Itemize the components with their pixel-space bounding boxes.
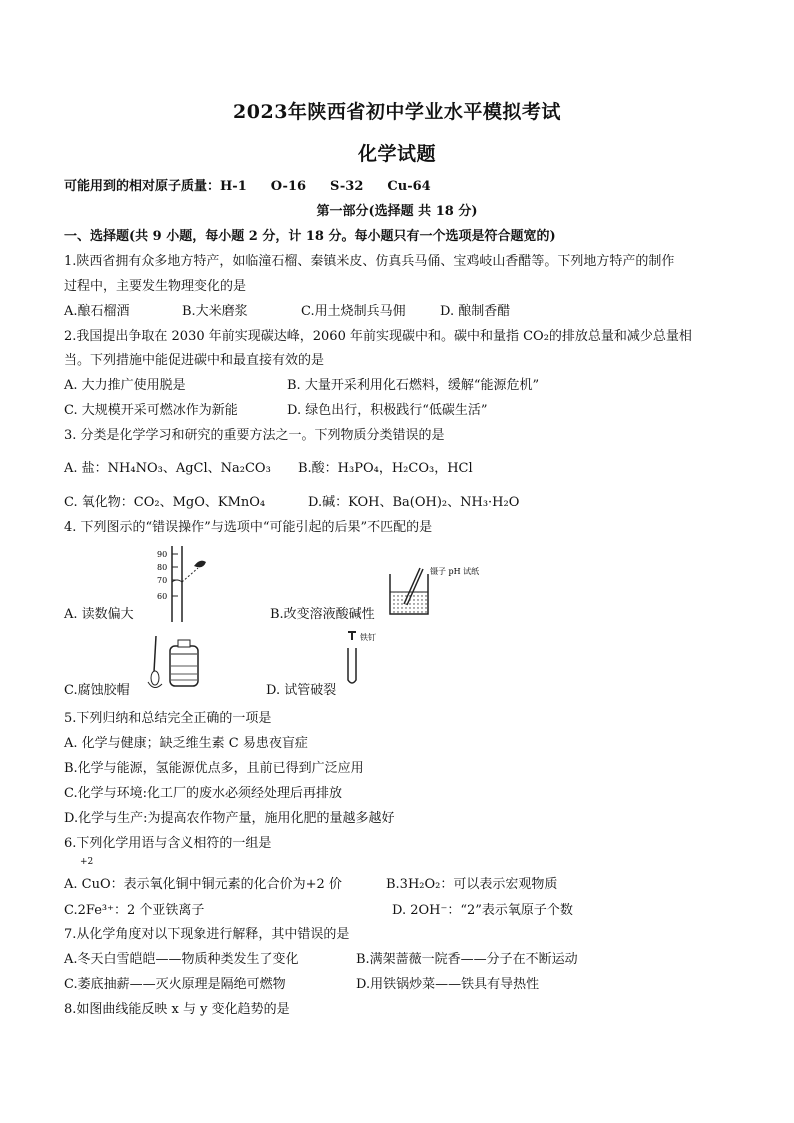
- section1-heading: 一、选择题(共 9 小题，每小题 2 分，计 18 分。每小题只有一个选项是符合题宽的): [64, 229, 556, 244]
- q2-option-c: C. 大规模开采可燃冰作为新能: [64, 403, 238, 418]
- cylinder-tick-90: 90: [157, 550, 168, 559]
- q1-stem-line1: 1.陕西省拥有众多地方特产，如临潼石榴、秦镇米皮、仿真兵马俑、宝鸡岐山香醋等。下列地方特产的制作: [64, 254, 675, 269]
- q6-option-c: C.2Fe³⁺：2 个亚铁离子: [64, 903, 205, 918]
- q4-option-a: A. 读数偏大: [64, 607, 134, 622]
- q3-option-a: A. 盐：NH₄NO₃、AgCl、Na₂CO₃: [64, 461, 271, 476]
- q2-stem-line2: 当。下列措施中能促进碳中和最直接有效的是: [64, 353, 325, 368]
- q1-option-b: B.大米磨浆: [182, 304, 248, 319]
- q4-option-d: D. 试管破裂: [266, 683, 337, 698]
- q6-superscript: +2: [80, 857, 94, 867]
- q7-option-d: D.用铁锅炒菜——铁具有导热性: [356, 977, 540, 992]
- atomic-mass-h: H-1: [220, 179, 247, 194]
- beaker-figure: [380, 562, 480, 622]
- q5-option-c: C.化学与环境:化工厂的废水必须经处理后再排放: [64, 786, 342, 801]
- q6-option-a: A. CuO：表示氧化铜中铜元素的化合价为+2 价: [64, 877, 342, 892]
- q6-stem: 6.下列化学用语与含义相符的一组是: [64, 836, 272, 851]
- part1-header: 第一部分(选择题 共 18 分): [316, 204, 478, 219]
- cylinder-figure: [140, 544, 230, 624]
- q1-option-a: A.酿石榴酒: [64, 304, 130, 319]
- q3-option-b: B.酸：H₃PO₄，H₂CO₃，HCl: [298, 461, 473, 476]
- atomic-mass-s: S-32: [330, 179, 364, 194]
- q6-option-b: B.3H₂O₂：可以表示宏观物质: [386, 877, 558, 892]
- q1-stem-line2: 过程中，主要发生物理变化的是: [64, 279, 247, 294]
- q7-option-a: A.冬天白雪皑皑——物质种类发生了变化: [64, 952, 299, 967]
- atomic-mass-cu: Cu-64: [387, 179, 431, 194]
- q5-option-a: A. 化学与健康；缺乏维生素 C 易患夜盲症: [64, 736, 308, 751]
- q7-option-b: B.满架蔷薇一院香——分子在不断运动: [356, 952, 578, 967]
- q3-option-d: D.碱：KOH、Ba(OH)₂、NH₃·H₂O: [308, 495, 520, 510]
- q5-option-d: D.化学与生产:为提高农作物产量，施用化肥的量越多越好: [64, 811, 395, 826]
- page-title: 2023年陕西省初中学业水平模拟考试: [233, 101, 561, 123]
- q3-option-c: C. 氧化物：CO₂、MgO、KMnO₄: [64, 495, 266, 510]
- page-subtitle: 化学试题: [357, 143, 436, 165]
- atomic-masses: [64, 175, 431, 194]
- q2-option-b: B. 大量开采利用化石燃料，缓解“能源危机”: [287, 378, 540, 393]
- q4-option-c: C.腐蚀胶帽: [64, 683, 130, 698]
- cylinder-tick-80: 80: [157, 563, 168, 572]
- testtube-figure: [340, 630, 380, 688]
- eye-icon: [194, 561, 206, 568]
- dropper-figure: [140, 634, 210, 694]
- q7-stem: 7.从化学角度对以下现象进行解释，其中错误的是: [64, 927, 350, 942]
- atomic-mass-o: O-16: [270, 179, 307, 194]
- q5-stem: 5.下列归纳和总结完全正确的一项是: [64, 711, 272, 726]
- q1-option-c: C.用土烧制兵马佣: [301, 304, 406, 319]
- beaker-label: 镊子 pH 试纸: [430, 567, 480, 576]
- q7-option-c: C.萎底抽薪——灭火原理是隔绝可燃物: [64, 977, 286, 992]
- q5-option-b: B.化学与能源，氢能源优点多，且前已得到广泛应用: [64, 761, 364, 776]
- q1-option-d: D. 酿制香醋: [440, 304, 511, 319]
- q2-option-a: A. 大力推广使用脱是: [64, 378, 186, 393]
- q2-option-d: D. 绿色出行，积极践行“低碳生活”: [287, 403, 488, 418]
- q6-option-d: D. 2OH⁻：“2”表示氧原子个数: [392, 903, 573, 918]
- atomic-masses-label: 可能用到的相对原子质量：: [64, 179, 221, 194]
- q4-option-b: B.改变溶液酸碱性: [270, 607, 375, 622]
- cylinder-tick-60: 60: [157, 592, 168, 601]
- q4-stem: 4. 下列图示的“错误操作”与选项中“可能引起的后果”不匹配的是: [64, 520, 433, 535]
- cylinder-tick-70: 70: [157, 576, 168, 585]
- q3-stem: 3. 分类是化学学习和研究的重要方法之一。下列物质分类错误的是: [64, 428, 445, 443]
- nail-label: 铁钉: [360, 633, 376, 642]
- q2-stem-line1: 2.我国提出争取在 2030 年前实现碳达峰，2060 年前实现碳中和。碳中和量指 CO₂的排放总量和减少总量相: [64, 329, 692, 344]
- q8-stem: 8.如图曲线能反映 x 与 y 变化趋势的是: [64, 1002, 290, 1017]
